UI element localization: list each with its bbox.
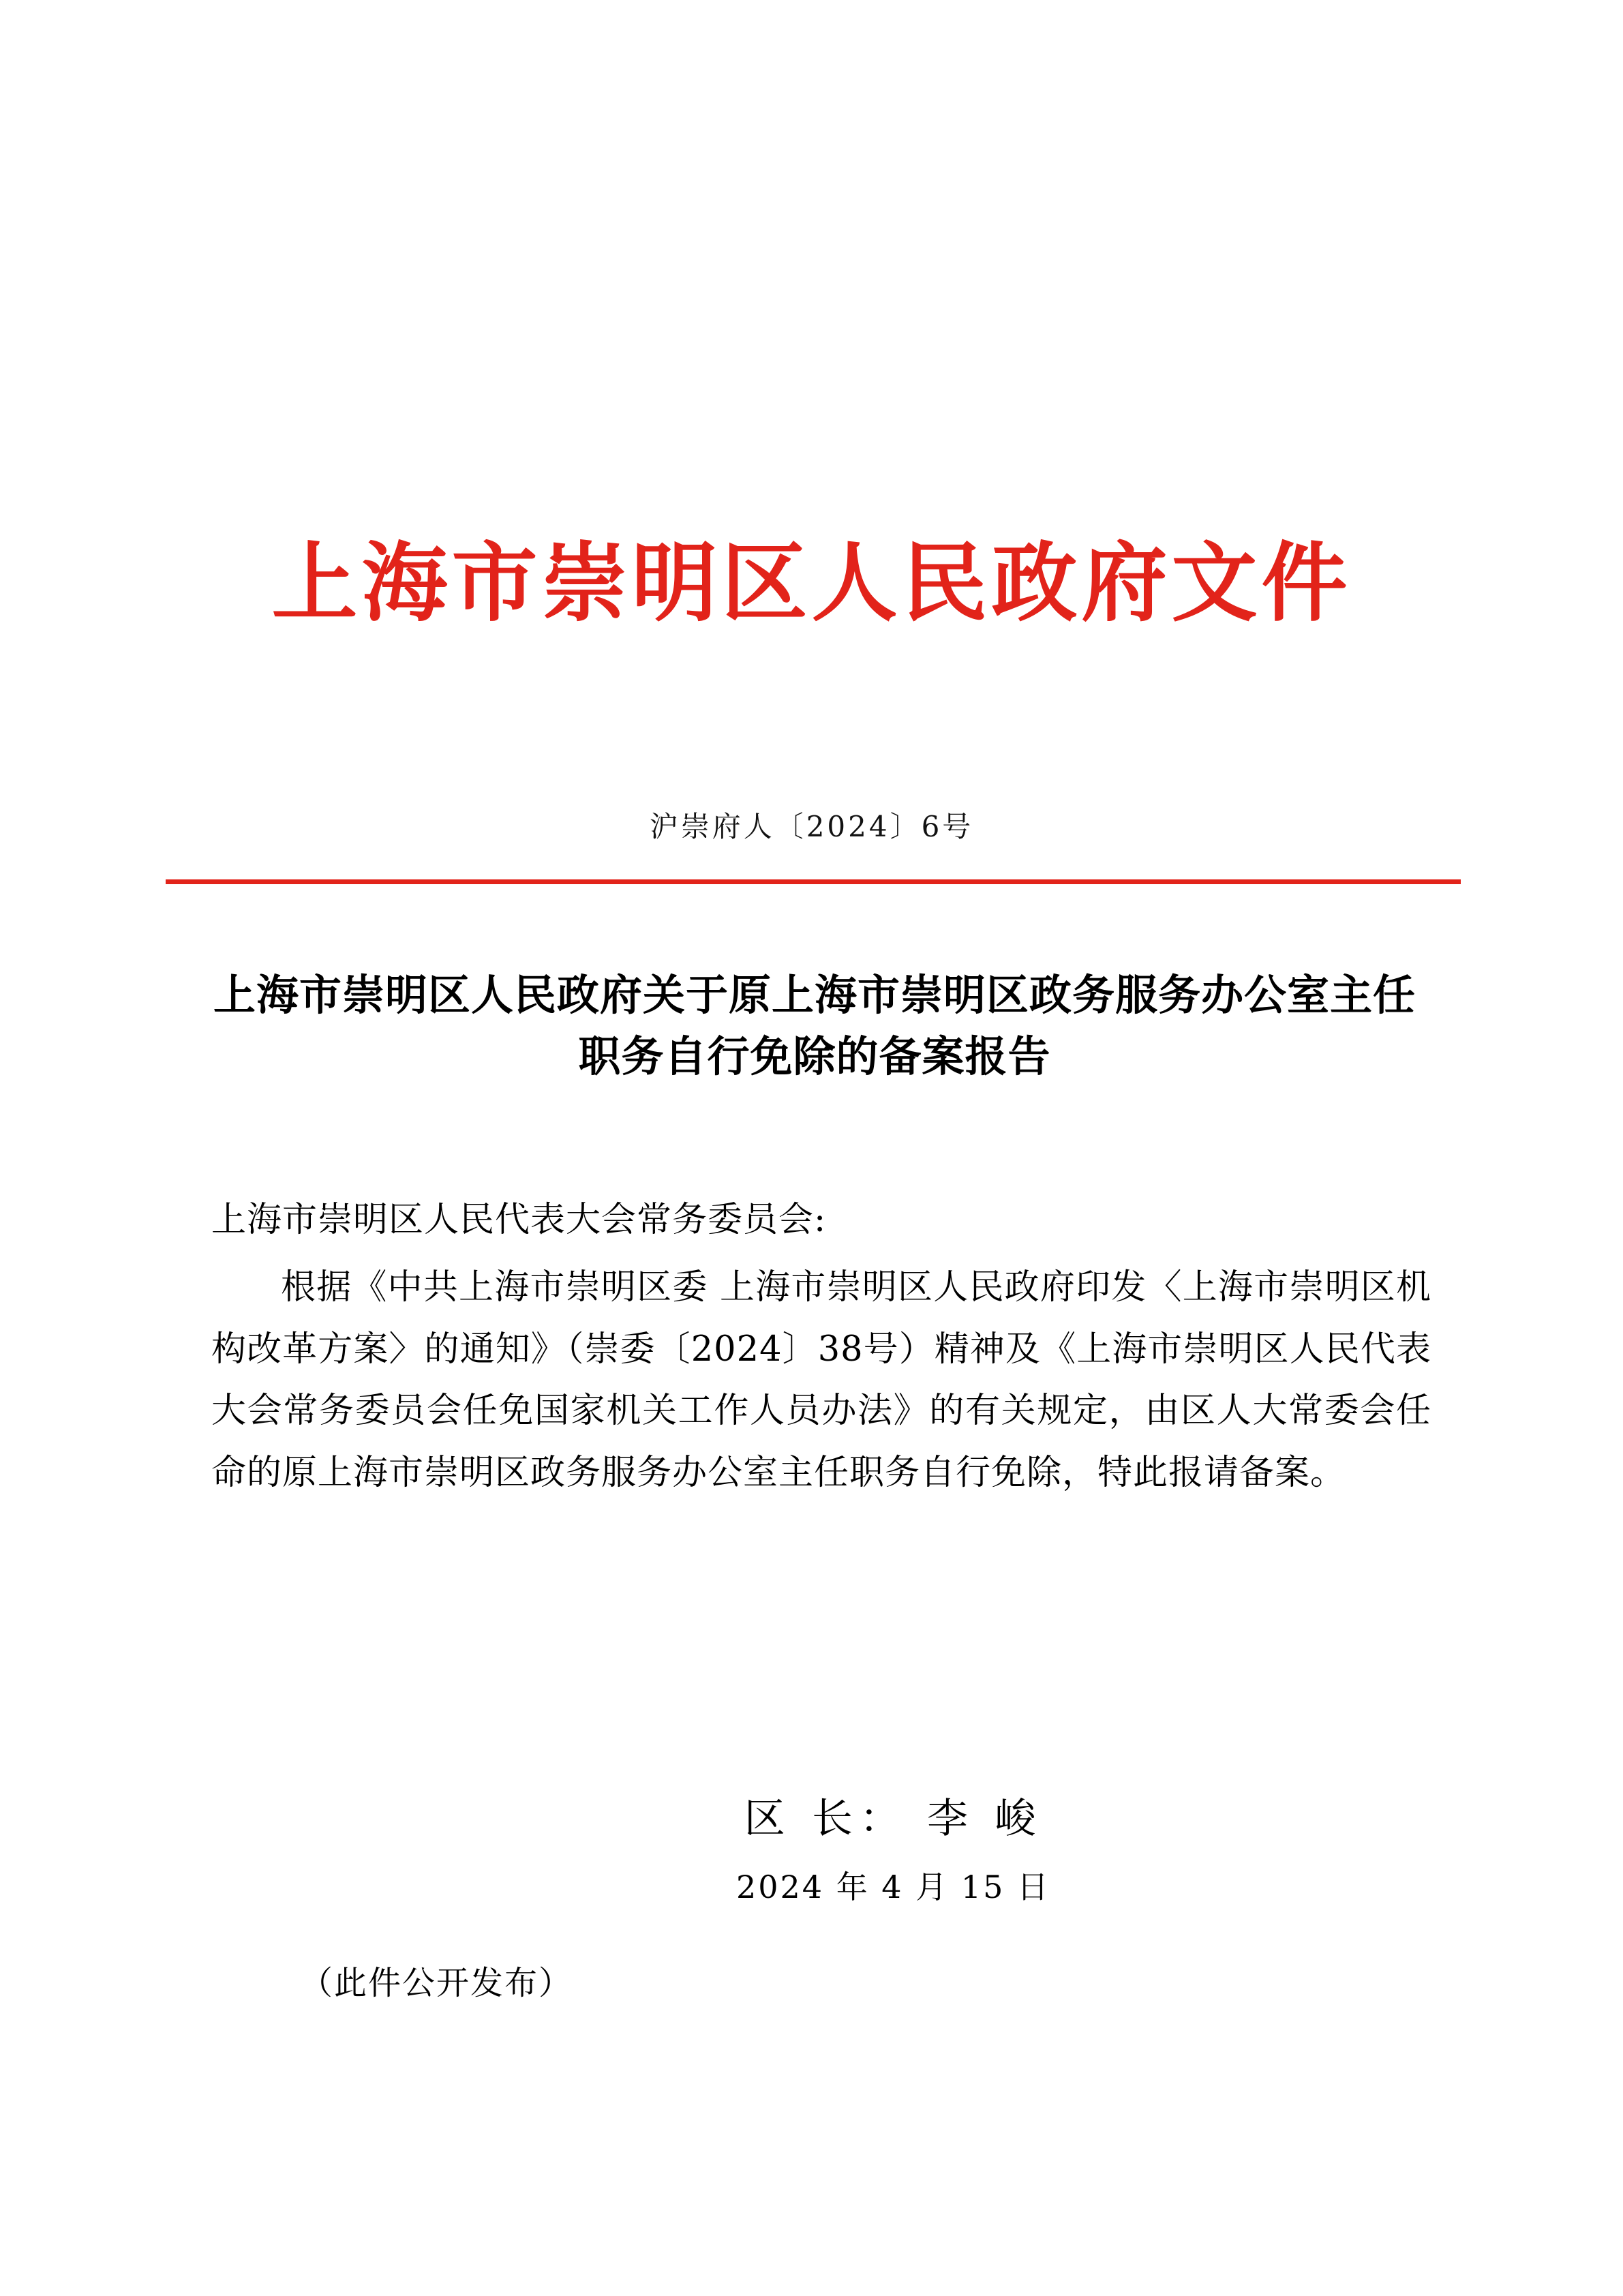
document-subject-title: 上海市崇明区人民政府关于原上海市崇明区政务服务办公室主任职务自行免除的备案报告	[213, 970, 1416, 1081]
salutation-line: 上海市崇明区人民代表大会常务委员会:	[211, 1200, 827, 1240]
signer-name: 区 长： 李 峻	[744, 1795, 1043, 1843]
document-number: 沪崇府人〔2024〕6号	[649, 810, 974, 843]
signature-date: 2024 年 4 月 15 日	[736, 1869, 1050, 1905]
publication-note: （此件公开发布）	[300, 1964, 573, 2002]
red-divider-rule	[166, 879, 1461, 884]
body-paragraph: 根据《中共上海市崇明区委 上海市崇明区人民政府印发〈上海市崇明区机构改革方案〉的通知》（崇委〔2024〕38号）精神及《上海市崇明区人民代表大会常务委员会任免国家机关工作人员办法》的有关规定，由区人大常委会任命的原上海市崇明区政务服务办公室主任职务自行免除，特此报请备案。	[211, 1267, 1431, 1494]
signature-block	[0, 1786, 1623, 1907]
document-body	[211, 1190, 1431, 1505]
document-header-title: 上海市崇明区人民政府文件	[271, 532, 1352, 633]
